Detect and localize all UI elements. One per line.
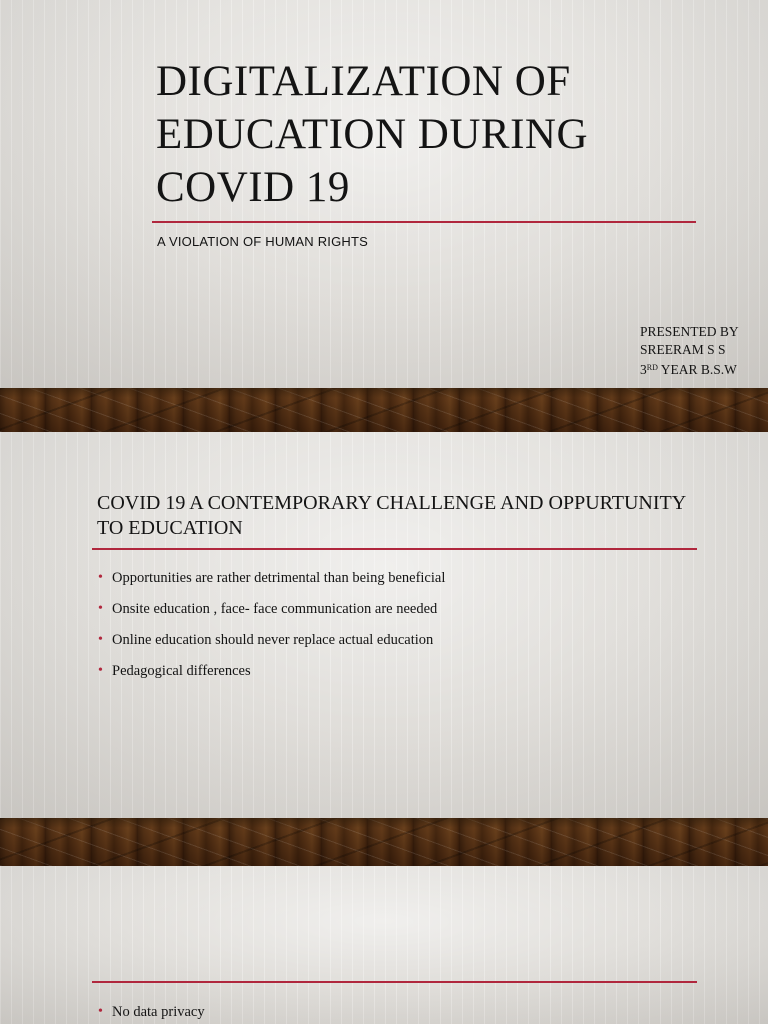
presenter-label: PRESENTED BY: [640, 324, 739, 339]
list-item: • Opportunities are rather detrimental than being beneficial: [98, 570, 446, 586]
presenter-year: 3RD YEAR B.S.W: [640, 362, 737, 377]
slide-heading: COVID 19 A CONTEMPORARY CHALLENGE AND OPPURTUNITY TO EDUCATION: [97, 492, 686, 539]
presenter-info: [640, 323, 765, 379]
list-item: • No data privacy: [98, 1004, 205, 1020]
bullet-list: [98, 1002, 205, 1024]
presenter-name: SREERAM S S: [640, 342, 726, 357]
slide-2-floor: [0, 818, 768, 866]
bullet-icon: •: [98, 570, 103, 585]
slide-1: [0, 0, 768, 388]
slide-2: [0, 432, 768, 818]
heading-divider: [92, 981, 697, 983]
slide-subtitle: A VIOLATION OF HUMAN RIGHTS: [157, 234, 369, 249]
bullet-icon: •: [98, 663, 103, 678]
slide-3: [0, 866, 768, 1024]
bullet-icon: •: [98, 1004, 103, 1019]
title-divider: [152, 221, 696, 223]
heading-divider: [92, 548, 697, 550]
slide-title: DIGITALIZATION OF EDUCATION DURING COVID 19: [156, 58, 588, 211]
bullet-icon: •: [98, 632, 103, 647]
list-item: • Pedagogical differences: [98, 663, 251, 679]
list-item: • Online education should never replace actual education: [98, 632, 434, 648]
bullet-icon: •: [98, 601, 103, 616]
slide-1-floor: [0, 388, 768, 432]
bullet-list: [98, 568, 445, 692]
list-item: • Onsite education , face- face communication are needed: [98, 601, 438, 617]
